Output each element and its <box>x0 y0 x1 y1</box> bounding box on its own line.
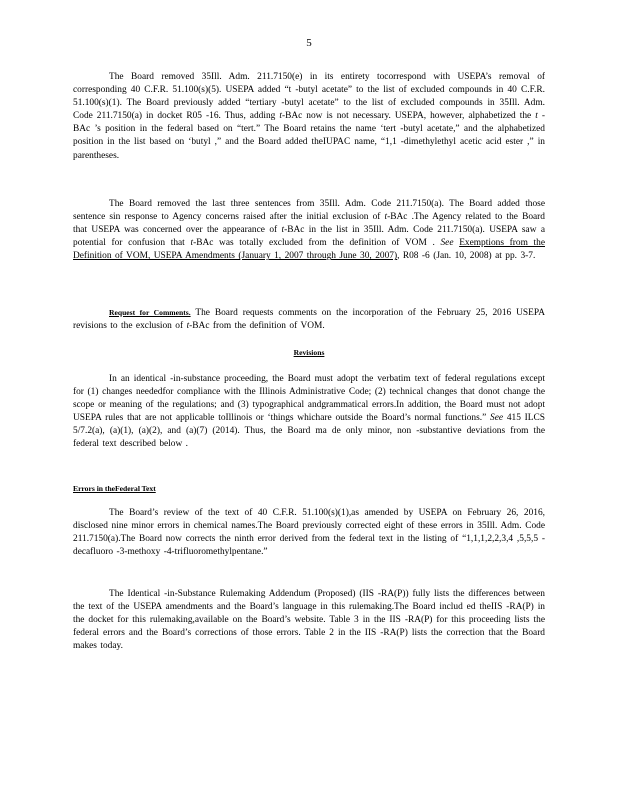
page-number: 5 <box>306 37 312 49</box>
para2-text-e: , R08 -6 (Jan. 10, 2008) at pp. 3-7. <box>397 251 536 262</box>
para1-italic-t2: t <box>535 111 538 122</box>
para2-text-b: -BAc .The Agency related to the Board that USEPA was concerned over the appearance of <box>73 212 545 236</box>
para3-text-b: -BAc from the definition of VOM. <box>189 321 325 332</box>
para2-citation: Exemptions from the Definition of VOM, USEPA Amendments (January 1, 2007 through June 30, 2007) <box>73 238 545 262</box>
para2-italic-t1: t <box>384 212 388 223</box>
paragraph-iis-ra-p <box>73 588 545 653</box>
section-heading-revisions <box>0 347 618 358</box>
para1-text-c: -BAc ’s position in the federal based on “tert.” The Board retains the name ‘tert -butyl acetate,” and the alphabetized position in the list based on ‘butyl ,” and the Board added theIUPAC name, “1,1 -dimethylethyl acetic acid ester ,” in parentheses. <box>73 111 545 161</box>
para1-italic-t1: t <box>279 111 282 122</box>
para3-text-a: The Board requests comments on the incorporation of the February 25, 2016 USEPA revisions to the exclusion of <box>73 308 545 332</box>
para2-italic-t3: t <box>190 238 194 249</box>
para4-text-a: In an identical -in-substance proceeding, the Board must adopt the verbatim text of federal regulations except for (1) changes neededfor compliance with the Illinois Administrative Code; (2) technical changes that donot change the scope or meaning of the regulations; and (3) typographical andgrammatical errors.In addition, the Board must not adopt USEPA rules that are not applicable toIllinois or ‘things whichare outside the Board’s normal functions.” <box>73 374 545 424</box>
para1-text-b: -BAc now is not necessary. USEPA, however, alphabetized the <box>281 111 536 122</box>
paragraph-last-sentences <box>73 198 545 263</box>
para6-text-a: The Identical -in-Substance Rulemaking Addendum (Proposed) (IIS -RA(P)) fully lists the differences between the text of the USEPA amendments and the Board’s language in this rulemaking.The Board includ ed theIIS -RA(P) in the docket for this rulemaking,available on the Board’s website. Table 3 in the IIS -RA(P) for this proceeding lists the federal errors and the Board’s corrections of those errors. Table 2 in the IIS -RA(P) lists the correction that the Board makes today. <box>73 589 545 652</box>
para4-text-b: 415 ILCS 5/7.2(a), (a)(1), (a)(2), and (a)(7) (2014). Thus, the Board ma de only minor, non -substantive deviations from the federal text described below . <box>73 413 545 450</box>
para5-text-a: The Board’s review of the text of 40 C.F.R. 51.100(s)(1),as amended by USEPA on February 26, 2016, disclosed nine minor errors in chemical names.The Board previously corrected eight of these errors in 35Ill. Adm. Code 211.7150(a).The Board now corrects the ninth error derived from the federal text in the listing of “1,1,1,2,2,3,4 ,5,5,5 -decafluoro -3-methoxy -4-trifluoromethylpentane.” <box>73 508 545 558</box>
para3-italic-t1: t <box>186 321 190 332</box>
paragraph-request-for-comments <box>73 306 545 333</box>
para4-see: See <box>490 413 504 424</box>
section-heading-errors <box>73 483 156 494</box>
revisions-heading-text: Revisions <box>293 348 325 357</box>
para2-text-a: The Board removed the last three sentences from 35Ill. Adm. Code 211.7150(a). The Board added those sentence sin response to Agency concerns raised after the initial exclusion of <box>73 199 545 223</box>
para2-text-d: -BAc was totally excluded from the definition of VOM . <box>193 238 441 249</box>
para2-italic-t2: t <box>281 225 285 236</box>
errors-heading-text: Errors in theFederal Text <box>73 484 156 493</box>
paragraph-tbac-removal <box>73 71 545 163</box>
request-for-comments-heading: Request for Comments. <box>109 308 191 317</box>
para2-see: See <box>440 238 454 249</box>
paragraph-board-review <box>73 507 545 559</box>
para1-text-a: The Board removed 35Ill. Adm. 211.7150(e) in its entirety tocorrespond with USEPA’s removal of corresponding 40 C.F.R. 51.100(s)(5). USEPA added “t -butyl acetate” to the list of excluded compounds in 40 C.F.R. 51.100(s)(1). The Board previously added “tertiary -butyl acetate” to the list of excluded compounds in 35Ill. Adm. Code 211.7150(a) in docket R05 -16. Thus, adding <box>73 72 545 122</box>
paragraph-identical-in-substance <box>73 373 545 452</box>
para2-text-c: -BAc in the list in 35Ill. Adm. Code 211.7150(a). USEPA saw a potential for confusion that <box>73 225 546 249</box>
